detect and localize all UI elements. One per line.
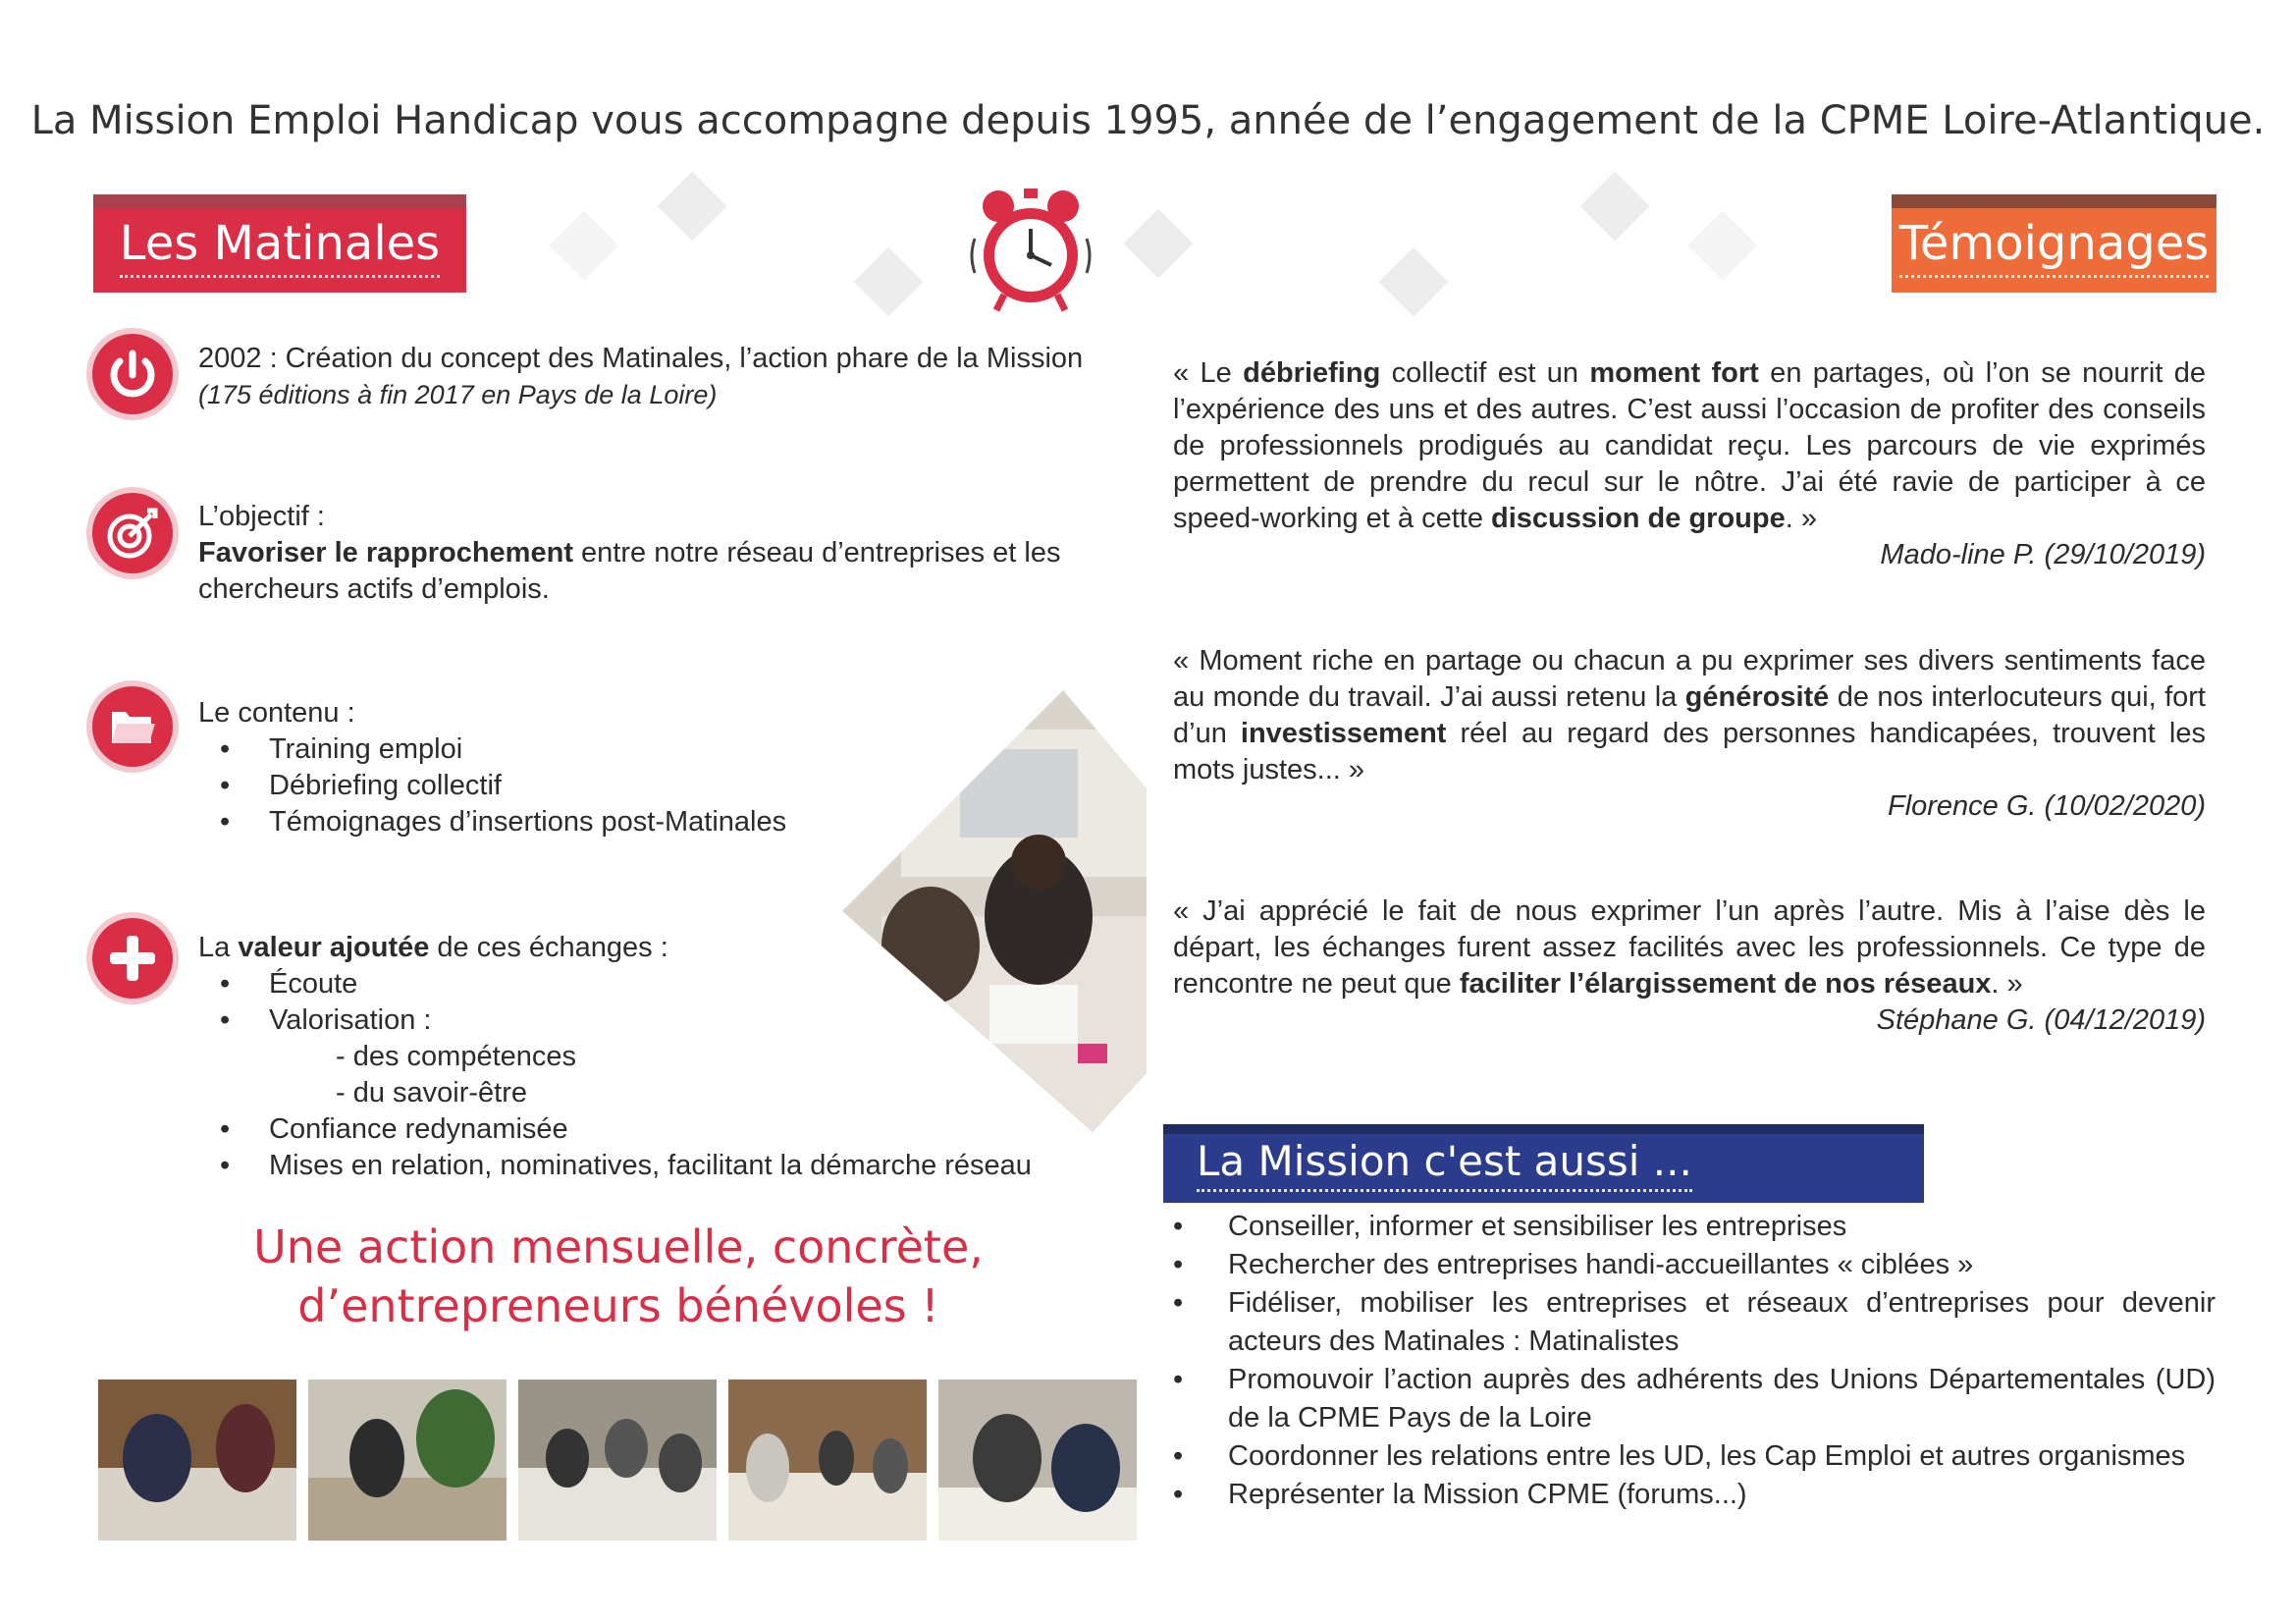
event-photo [518,1380,717,1541]
valeur-sub-bullet: - des compétences [336,1041,577,1072]
decorative-diamond [1580,172,1650,242]
event-photo [98,1380,296,1541]
contenu-bullet: • Témoignages d’insertions post-Matinales [198,804,944,840]
quote-bold: investissement [1240,718,1447,749]
decorative-diamond [550,211,619,281]
mission-list [1173,1208,2216,1514]
contenu-label: Le contenu : [198,697,355,729]
valeur-bullet: • Écoute [198,966,1131,1002]
testimonial-2 [1173,643,2206,825]
mission-banner-label: La Mission c'est aussi ... [1197,1137,1692,1192]
quote-text: collectif est un [1380,357,1590,389]
testimonial-3 [1173,893,2206,1039]
power-icon [92,334,173,414]
quote-text: réel au regard des personnes handicapées, trouvent les mots justes... » [1173,718,2207,785]
mission-banner [1163,1124,1924,1203]
valeur-bullet: • Mises en relation, nominatives, facilitant la démarche réseau [198,1148,1131,1184]
alarm-clock-icon [967,185,1095,317]
mission-list-item: • Rechercher des entreprises handi-accueillantes « ciblées » [1173,1246,2216,1284]
quote-text: en partages, où l’on se nourrit de l’expérience des uns et des autres. C’est aussi l’occasion de profiter des conseils de professionnels prodigués au candidat reçu. Les parcours de vie exprimés permettent de prendre du recul sur le nôtre. J’ai été ravie de participer à ce speed-working et à cette [1173,357,2206,534]
quote-bold: moment fort [1589,357,1759,389]
event-photo [728,1380,927,1541]
event-photo [938,1380,1137,1541]
testimonial-author: Florence G. (10/02/2020) [1887,790,2206,822]
valeur-sub-bullet: - du savoir-être [336,1077,528,1109]
testimonial-author: Mado-line P. (29/10/2019) [1880,539,2206,570]
quote-bold: faciliter l’élargissement de nos réseaux [1459,968,1992,1000]
objectif-text: entre notre réseau d’entreprises et les chercheurs actifs d’emplois. [198,537,1061,605]
contenu-bullet: • Training emploi [198,731,944,768]
quote-text: « Le [1173,357,1244,389]
temoignages-banner [1892,194,2216,293]
objectif-label: L’objectif : [198,501,325,532]
matinale-photo-diamond [842,690,1147,1132]
matinales-item-creation [198,341,1131,413]
objectif-bold: Favoriser le rapprochement [198,537,573,568]
target-icon [92,493,173,573]
quote-bold: discussion de groupe [1491,503,1786,534]
decorative-diamond [1379,247,1449,317]
slogan-line-1: Une action mensuelle, concrète, [253,1220,984,1273]
testimonial-1 [1173,355,2206,573]
quote-bold: générosité [1684,681,1830,713]
event-photo [308,1380,507,1541]
decorative-diamond [1124,209,1194,279]
valeur-bold: valeur ajoutée [238,932,430,963]
folder-icon [92,686,173,767]
matinales-item-objectif [198,499,1111,608]
mission-list-item: • Conseiller, informer et sensibiliser les entreprises [1173,1208,2216,1246]
mission-list-item: • Représenter la Mission CPME (forums...) [1173,1476,2216,1514]
slogan [226,1218,1011,1335]
matinales-banner-label: Les Matinales [120,216,440,278]
matinales-banner [93,194,466,293]
creation-text: 2002 : Création du concept des Matinales, l’action phare de la Mission [198,343,1084,374]
contenu-bullet: • Débriefing collectif [198,768,944,804]
quote-text: « J’ai apprécié le fait de nous exprimer l’un après l’autre. Mis à l’aise dès le départ, les échanges furent assez facilités avec les professionnels. Ce type de rencontre ne peut que [1173,895,2206,1000]
quote-bold: débriefing [1243,357,1381,389]
quote-text: . » [1785,503,1817,534]
decorative-diamond [854,247,924,317]
decorative-diamond [1688,211,1758,281]
quote-text: de nos interlocuteurs qui, fort d’un [1173,681,2206,749]
valeur-pre: La [198,932,239,963]
valeur-bullet: • Confiance redynamisée [198,1111,1131,1148]
mission-list-item: • Fidéliser, mobiliser les entreprises et réseaux d’entreprises pour devenir acteurs des Matinales : Matinalistes [1173,1284,2216,1361]
slogan-line-2: d’entrepreneurs bénévoles ! [297,1279,939,1332]
page-title: La Mission Emploi Handicap vous accompagne depuis 1995, année de l’engagement de la CPME Loire-Atlantique. [30,98,2266,143]
testimonial-author: Stéphane G. (04/12/2019) [1876,1004,2206,1036]
plus-icon [92,918,173,999]
matinales-item-contenu [198,695,944,840]
valeur-post: de ces échanges : [429,932,668,963]
mission-list-item: • Coordonner les relations entre les UD, les Cap Emploi et autres organismes [1173,1437,2216,1476]
quote-text: « Moment riche en partage ou chacun a pu exprimer ses divers sentiments face au monde du travail. J’ai aussi retenu la [1173,645,2206,713]
decorative-diamond [658,172,727,242]
creation-note: (175 éditions à fin 2017 en Pays de la Loire) [198,380,718,409]
temoignages-banner-label: Témoignages [1899,216,2209,278]
quote-text: . » [1991,968,2023,1000]
mission-list-item: • Promouvoir l’action auprès des adhérents des Unions Départementales (UD) de la CPME Pays de la Loire [1173,1361,2216,1437]
valeur-bullet: • Valorisation : [198,1002,1131,1039]
